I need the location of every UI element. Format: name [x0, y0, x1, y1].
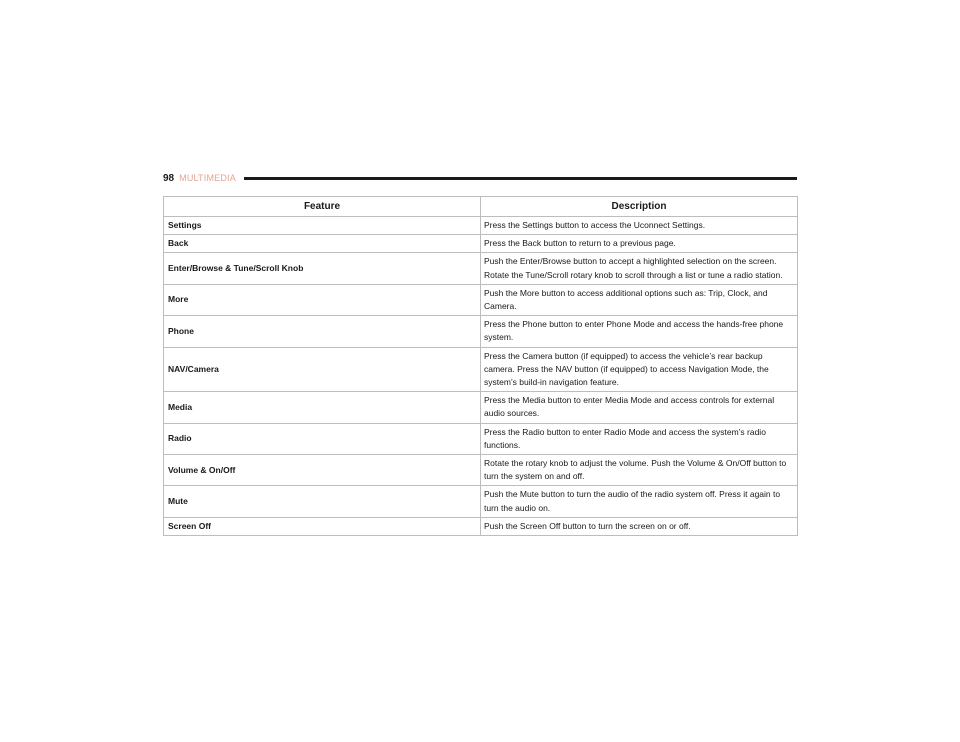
description-cell: Press the Back button to return to a previous page.	[481, 235, 798, 253]
feature-cell: Back	[164, 235, 481, 253]
page-number: 98	[163, 172, 175, 184]
table-row	[164, 486, 798, 517]
column-header-feature: Feature	[164, 197, 481, 217]
table-row	[164, 217, 798, 235]
page-header	[163, 171, 797, 185]
feature-cell: Phone	[164, 316, 481, 347]
feature-cell: More	[164, 284, 481, 315]
table-row	[164, 284, 798, 315]
feature-cell: Mute	[164, 486, 481, 517]
description-cell: Press the Camera button (if equipped) to access the vehicle’s rear backup camera. Press the NAV button (if equipped) to access Navigation Mode, the system’s build-in navigation feature.	[481, 347, 798, 392]
table-row	[164, 423, 798, 454]
table-row	[164, 392, 798, 423]
description-cell: Press the Radio button to enter Radio Mode and access the system’s radio functions.	[481, 423, 798, 454]
description-cell: Push the Enter/Browse button to accept a highlighted selection on the screen. Rotate the Tune/Scroll rotary knob to scroll through a list or tune a radio station.	[481, 253, 798, 284]
table-row	[164, 253, 798, 284]
table-row	[164, 455, 798, 486]
feature-cell: NAV/Camera	[164, 347, 481, 392]
feature-cell: Radio	[164, 423, 481, 454]
description-cell: Rotate the rotary knob to adjust the volume. Push the Volume & On/Off button to turn the system on and off.	[481, 455, 798, 486]
description-cell: Press the Settings button to access the Uconnect Settings.	[481, 217, 798, 235]
description-cell: Push the Mute button to turn the audio of the radio system off. Press it again to turn the audio on.	[481, 486, 798, 517]
section-title: MULTIMEDIA	[179, 173, 236, 183]
description-cell: Push the Screen Off button to turn the screen on or off.	[481, 517, 798, 535]
feature-cell: Settings	[164, 217, 481, 235]
description-cell: Push the More button to access additional options such as: Trip, Clock, and Camera.	[481, 284, 798, 315]
table-row	[164, 235, 798, 253]
table-header-row	[164, 197, 798, 217]
table-row	[164, 347, 798, 392]
description-cell: Press the Phone button to enter Phone Mode and access the hands-free phone system.	[481, 316, 798, 347]
column-header-description: Description	[481, 197, 798, 217]
table-row	[164, 316, 798, 347]
feature-cell: Media	[164, 392, 481, 423]
description-cell: Press the Media button to enter Media Mode and access controls for external audio sources.	[481, 392, 798, 423]
feature-cell: Enter/Browse & Tune/Scroll Knob	[164, 253, 481, 284]
header-rule	[244, 177, 797, 180]
feature-cell: Volume & On/Off	[164, 455, 481, 486]
feature-description-table	[163, 196, 798, 536]
feature-cell: Screen Off	[164, 517, 481, 535]
table-row	[164, 517, 798, 535]
